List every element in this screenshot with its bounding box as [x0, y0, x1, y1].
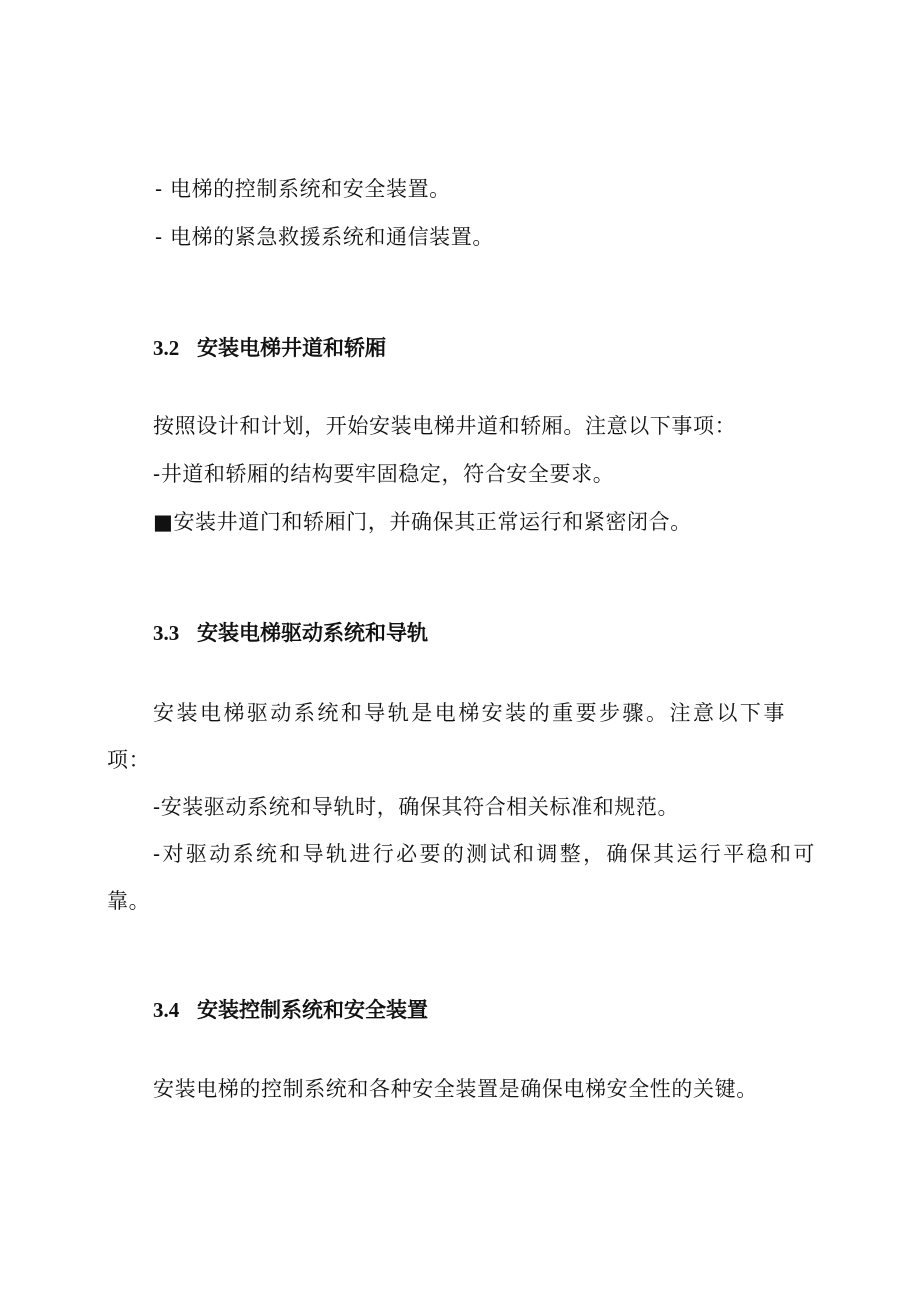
- section-3-2-item-doors: ■安装井道门和轿厢门，并确保其正常运行和紧密闭合。: [153, 510, 692, 534]
- section-3-3-item-testing-text: -对驱动系统和导轨进行必要的测试和调整，确保其运行平稳和可: [153, 842, 815, 866]
- list-item-rescue-system: - 电梯的紧急救援系统和通信装置。: [155, 225, 494, 249]
- section-3-3-intro-line-1: [153, 699, 785, 727]
- section-3-2-intro: 按照设计和计划，开始安装电梯井道和轿厢。注意以下事项：: [153, 414, 737, 438]
- section-3-3-item-testing-line-2: 靠。: [107, 889, 151, 913]
- section-heading-3-2: [153, 334, 386, 362]
- section-number: 3.3: [153, 621, 180, 645]
- section-title: 安装电梯驱动系统和导轨: [197, 621, 428, 645]
- section-3-3-item-testing-line-1: [153, 840, 815, 868]
- section-3-2-item-structure: -井道和轿厢的结构要牢固稳定，符合安全要求。: [153, 462, 615, 486]
- section-heading-3-4: [153, 996, 428, 1024]
- section-heading-3-3: [153, 619, 428, 647]
- section-3-3-intro-text: 安装电梯驱动系统和导轨是电梯安装的重要步骤。注意以下事: [153, 701, 785, 725]
- section-title: 安装电梯井道和轿厢: [197, 336, 386, 360]
- section-3-4-intro: 安装电梯的控制系统和各种安全装置是确保电梯安全性的关键。: [153, 1077, 758, 1101]
- section-number: 3.4: [153, 998, 180, 1022]
- section-3-3-item-standards: -安装驱动系统和导轨时，确保其符合相关标准和规范。: [153, 795, 680, 819]
- section-number: 3.2: [153, 336, 180, 360]
- list-item-control-system: - 电梯的控制系统和安全装置。: [155, 177, 451, 201]
- section-title: 安装控制系统和安全装置: [197, 998, 428, 1022]
- section-3-3-intro-line-2: 项：: [107, 748, 151, 772]
